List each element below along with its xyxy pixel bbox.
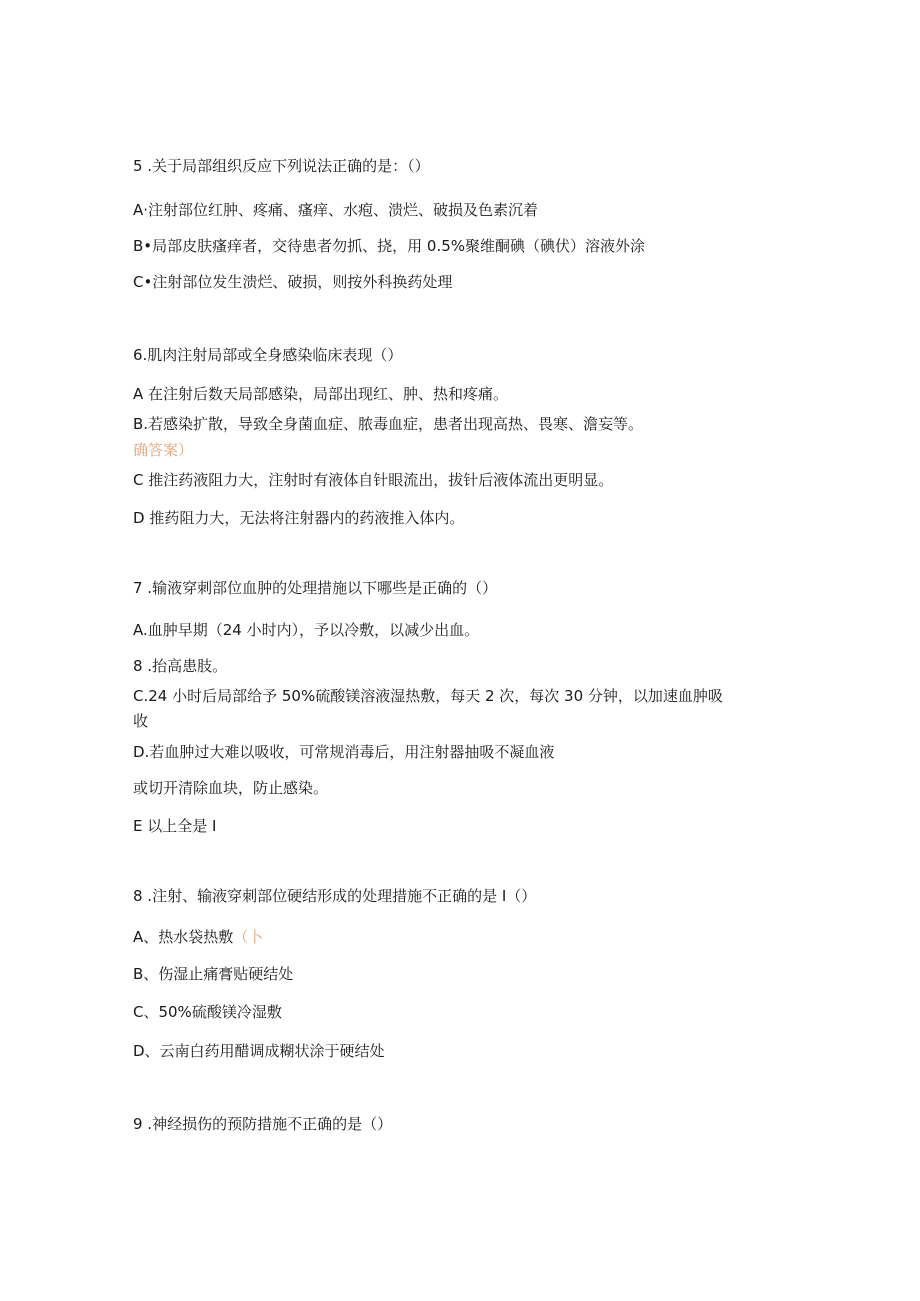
q8-option-a xyxy=(133,927,263,947)
q7-option-d-line1: D.若血肿过大难以吸收，可常规消毒后，用注射器抽吸不凝血液 xyxy=(133,743,555,761)
question-9: 9 .神经损伤的预防措施不正确的是（） xyxy=(133,1115,393,1133)
question-5: 5 .关于局部组织反应下列说法正确的是：（） xyxy=(133,157,430,175)
q5-option-c: C•注射部位发生溃烂、破损，则按外科换药处理 xyxy=(133,273,453,291)
q8-option-c: C、50%硫酸镁冷湿敷 xyxy=(133,1003,282,1021)
q7-option-b: 8 .抬高患肢。 xyxy=(133,657,228,675)
q8-option-d: D、云南白药用醋调成糊状涂于硬结处 xyxy=(133,1042,385,1060)
q6-answer-note: 确答案） xyxy=(133,441,194,459)
q7-option-c-line1: C.24 小时后局部给予 50%硫酸镁溶液湿热敷，每天 2 次，每次 30 分钟，以加速血肿吸 xyxy=(133,687,723,705)
q6-option-b: B.若感染扩散，导致全身菌血症、脓毒血症，患者出现高热、畏寒、澹妄等。 xyxy=(133,415,644,433)
q5-option-a: A·注射部位红肿、疼痛、瘙痒、水疱、溃烂、破损及色素沉着 xyxy=(133,201,539,219)
q8-option-b: B、伤湿止痛膏贴硬结处 xyxy=(133,965,294,983)
q6-option-d: D 推药阻力大，无法将注射器内的药液推入体内。 xyxy=(133,509,465,527)
q7-option-d-line2: 或切开清除血块，防止感染。 xyxy=(133,779,329,797)
question-7: 7 .输液穿刺部位血肿的处理措施以下哪些是正确的（） xyxy=(133,579,498,597)
q6-option-a: A 在注射后数天局部感染，局部出现红、肿、热和疼痛。 xyxy=(133,385,509,403)
question-6: 6.肌肉注射局部或全身感染临床表现（） xyxy=(133,346,403,364)
q7-option-c-line2: 收 xyxy=(133,712,149,730)
question-8: 8 .注射、输液穿刺部位硬结形成的处理措施不正确的是 I（） xyxy=(133,887,537,905)
q7-option-e: E 以上全是 I xyxy=(133,817,217,835)
q6-option-c: C 推注药液阻力大，注射时有液体自针眼流出，拔针后液体流出更明显。 xyxy=(133,471,614,489)
q8-option-a-note: （卜 xyxy=(233,928,264,946)
q8-option-a-text: A、热水袋热敷 xyxy=(133,928,234,946)
q5-option-b: B•局部皮肤瘙痒者，交待患者勿抓、挠，用 0.5%聚维酮碘（碘伏）溶液外涂 xyxy=(133,237,646,255)
q7-option-a: A.血肿早期（24 小时内），予以冷敷，以减少出血。 xyxy=(133,621,480,639)
